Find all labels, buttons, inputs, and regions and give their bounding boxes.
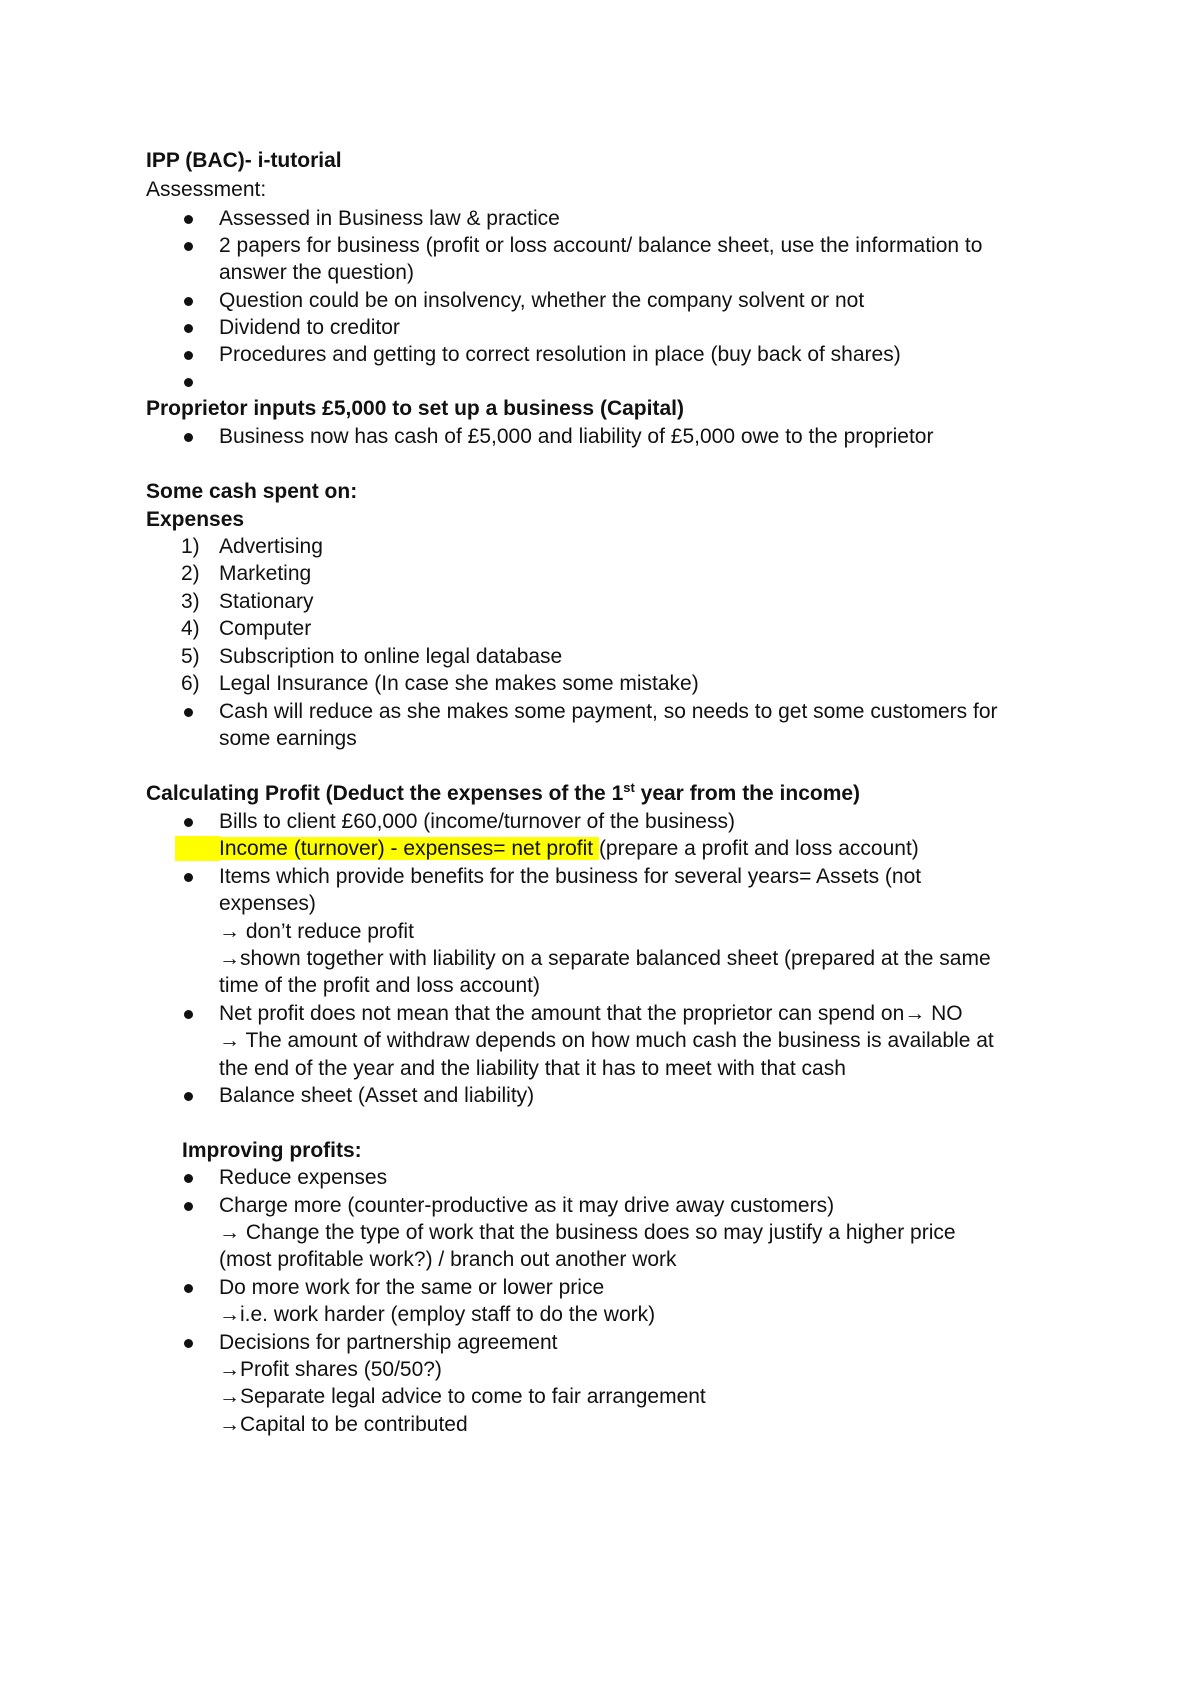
- bullet: [184, 1174, 193, 1183]
- profit-heading-sup: st: [623, 780, 635, 795]
- expense-item: Subscription to online legal database: [219, 645, 563, 668]
- profit-heading: [146, 779, 860, 808]
- list-item: Do more work for the same or lower price: [219, 1276, 605, 1299]
- profit-heading-b: year from the income): [634, 782, 861, 805]
- bullet: [184, 1092, 193, 1101]
- highlighted-text: Income (turnover) - expenses= net profit: [219, 837, 599, 860]
- expense-item: Marketing: [219, 562, 312, 585]
- bullet: [184, 708, 193, 717]
- list-item: Charge more (counter-productive as it may drive away customers): [219, 1194, 835, 1217]
- expense-item: Computer: [219, 617, 312, 640]
- proprietor-heading: Proprietor inputs £5,000 to set up a business (Capital): [146, 397, 684, 420]
- list-item: Balance sheet (Asset and liability): [219, 1084, 535, 1107]
- improving-heading: Improving profits:: [182, 1139, 362, 1162]
- list-number: 5): [181, 645, 200, 668]
- list-item-continued: answer the question): [219, 261, 414, 284]
- list-item-continued: some earnings: [219, 727, 357, 750]
- list-item: Cash will reduce as she makes some payment, so needs to get some customers for: [219, 700, 998, 723]
- list-item: Decisions for partnership agreement: [219, 1331, 558, 1354]
- bullet: [184, 297, 193, 306]
- list-number: 4): [181, 617, 200, 640]
- list-item-rest: (prepare a profit and loss account): [598, 837, 919, 860]
- expense-item: Advertising: [219, 535, 323, 558]
- profit-heading-a: Calculating Profit (Deduct the expenses of the 1: [146, 782, 624, 805]
- bullet: [184, 1284, 193, 1293]
- list-item-continued: (most profitable work?) / branch out another work: [219, 1248, 677, 1271]
- bullet: [184, 1010, 193, 1019]
- list-number: 3): [181, 590, 200, 613]
- list-item: Reduce expenses: [219, 1166, 388, 1189]
- highlight-bar: [175, 836, 220, 861]
- bullet: [184, 433, 193, 442]
- list-item: Procedures and getting to correct resolution in place (buy back of shares): [219, 343, 901, 366]
- bullet: [184, 324, 193, 333]
- expense-item: Stationary: [219, 590, 314, 613]
- list-number: 1): [181, 535, 200, 558]
- list-item: Assessed in Business law & practice: [219, 207, 560, 230]
- list-item: Business now has cash of £5,000 and liability of £5,000 owe to the proprietor: [219, 425, 934, 448]
- arrow-line: →Separate legal advice to come to fair arrangement: [219, 1385, 706, 1408]
- list-item: [219, 834, 919, 863]
- expenses-heading: Expenses: [146, 508, 245, 531]
- bullet: [184, 873, 193, 882]
- expense-item: Legal Insurance (In case she makes some mistake): [219, 672, 699, 695]
- arrow-line: → The amount of withdraw depends on how much cash the business is available at: [219, 1029, 994, 1052]
- list-number: 6): [181, 672, 200, 695]
- bullet: [184, 215, 193, 224]
- list-item-continued: the end of the year and the liability that it has to meet with that cash: [219, 1057, 846, 1080]
- list-item: 2 papers for business (profit or loss account/ balance sheet, use the information to: [219, 234, 983, 257]
- list-item: Bills to client £60,000 (income/turnover of the business): [219, 810, 735, 833]
- list-item-continued: expenses): [219, 892, 316, 915]
- list-item: Dividend to creditor: [219, 316, 400, 339]
- empty-bullet: [184, 378, 193, 387]
- arrow-line: →Capital to be contributed: [219, 1413, 468, 1436]
- bullet: [184, 351, 193, 360]
- list-item: Net profit does not mean that the amount that the proprietor can spend on→ NO: [219, 1002, 963, 1025]
- list-number: 2): [181, 562, 200, 585]
- list-item-continued: time of the profit and loss account): [219, 974, 540, 997]
- list-item: Question could be on insolvency, whether the company solvent or not: [219, 289, 865, 312]
- cash-spent-heading: Some cash spent on:: [146, 480, 358, 503]
- bullet: [184, 818, 193, 827]
- assessment-heading: Assessment:: [146, 178, 267, 201]
- arrow-line: →Profit shares (50/50?): [219, 1358, 442, 1381]
- bullet: [184, 242, 193, 251]
- arrow-line: →i.e. work harder (employ staff to do the work): [219, 1303, 656, 1326]
- list-item: Items which provide benefits for the business for several years= Assets (not: [219, 865, 922, 888]
- bullet: [184, 1202, 193, 1211]
- bullet: [184, 1339, 193, 1348]
- arrow-line: → don’t reduce profit: [219, 920, 414, 943]
- arrow-line: →shown together with liability on a separate balanced sheet (prepared at the same: [219, 947, 991, 970]
- document-title: IPP (BAC)- i-tutorial: [146, 149, 342, 172]
- arrow-line: → Change the type of work that the business does so may justify a higher price: [219, 1221, 956, 1244]
